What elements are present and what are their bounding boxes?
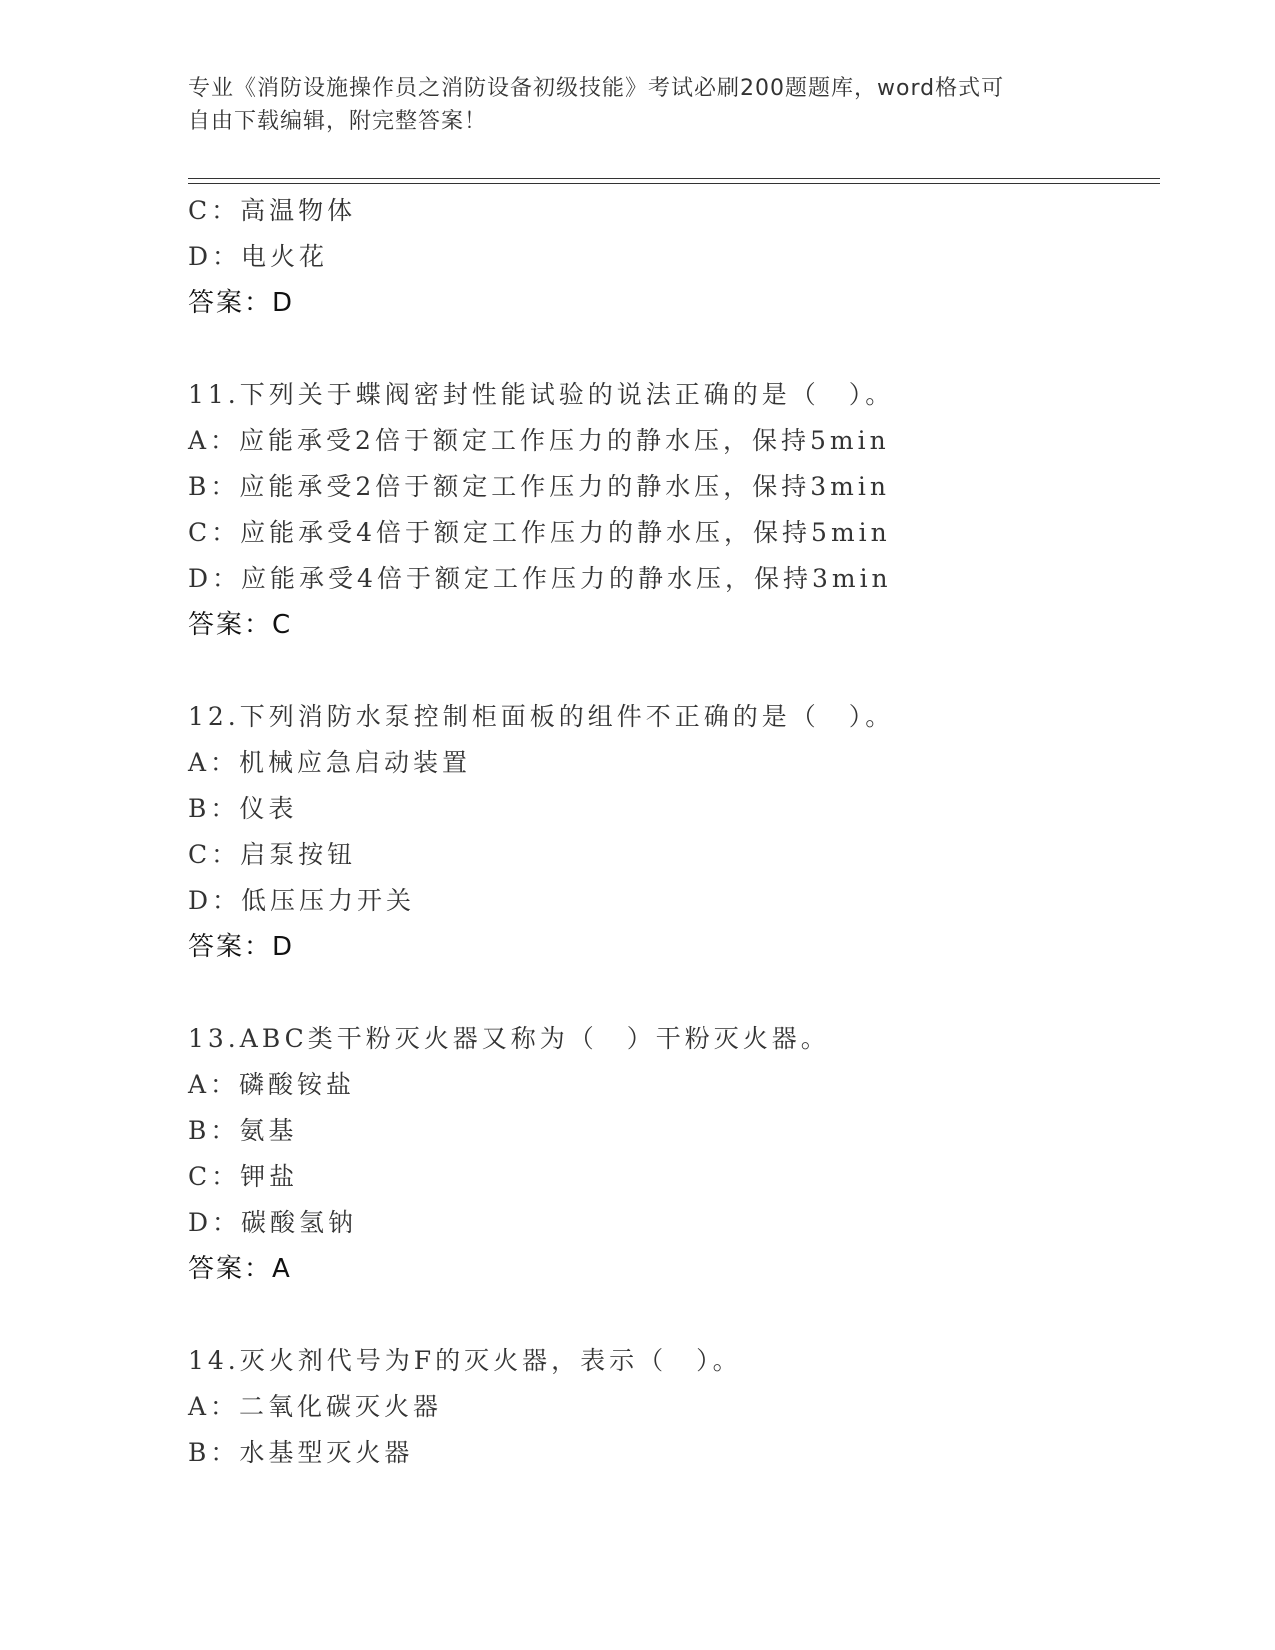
option-c: C：启泵按钮 [188, 840, 357, 869]
question-stem: 11.下列关于蝶阀密封性能试验的说法正确的是（ ）。 [188, 380, 895, 409]
question-stem: 14.灭火剂代号为F的灭火器，表示（ ）。 [188, 1346, 742, 1375]
answer-line: 答案：A [188, 1254, 292, 1284]
option-b: B：水基型灭火器 [188, 1438, 414, 1467]
option-b: B：仪表 [188, 794, 298, 823]
option-a: A：磷酸铵盐 [188, 1070, 356, 1099]
answer-line: 答案：C [188, 610, 293, 640]
option-c: C：钾盐 [188, 1162, 299, 1191]
option-a: A：机械应急启动装置 [188, 748, 472, 777]
header-divider-top [188, 178, 1160, 179]
answer-line: 答案：D [188, 288, 295, 318]
option-b: B：氨基 [188, 1116, 298, 1145]
option-d: D：碳酸氢钠 [188, 1208, 358, 1237]
option-a: A：二氧化碳灭火器 [188, 1392, 443, 1421]
document-header [188, 72, 1088, 138]
question-stem: 13.ABC类干粉灭火器又称为（ ）干粉灭火器。 [188, 1024, 830, 1053]
option-d: D：应能承受4倍于额定工作压力的静水压，保持3min [188, 564, 892, 593]
answer-line: 答案：D [188, 932, 295, 962]
option-d: D：电火花 [188, 242, 329, 271]
option-c: C：应能承受4倍于额定工作压力的静水压，保持5min [188, 518, 891, 547]
question-stem: 12.下列消防水泵控制柜面板的组件不正确的是（ ）。 [188, 702, 895, 731]
header-divider-bottom [188, 183, 1160, 184]
header-line-1: 专业《消防设施操作员之消防设备初级技能》考试必刷200题题库，word格式可 [188, 76, 1005, 101]
question-list [188, 188, 1188, 1476]
header-line-2: 自由下载编辑，附完整答案！ [188, 109, 488, 134]
option-b: B：应能承受2倍于额定工作压力的静水压，保持3min [188, 472, 890, 501]
option-d: D：低压压力开关 [188, 886, 416, 915]
option-a: A：应能承受2倍于额定工作压力的静水压，保持5min [188, 426, 890, 455]
option-c: C：高温物体 [188, 196, 357, 225]
